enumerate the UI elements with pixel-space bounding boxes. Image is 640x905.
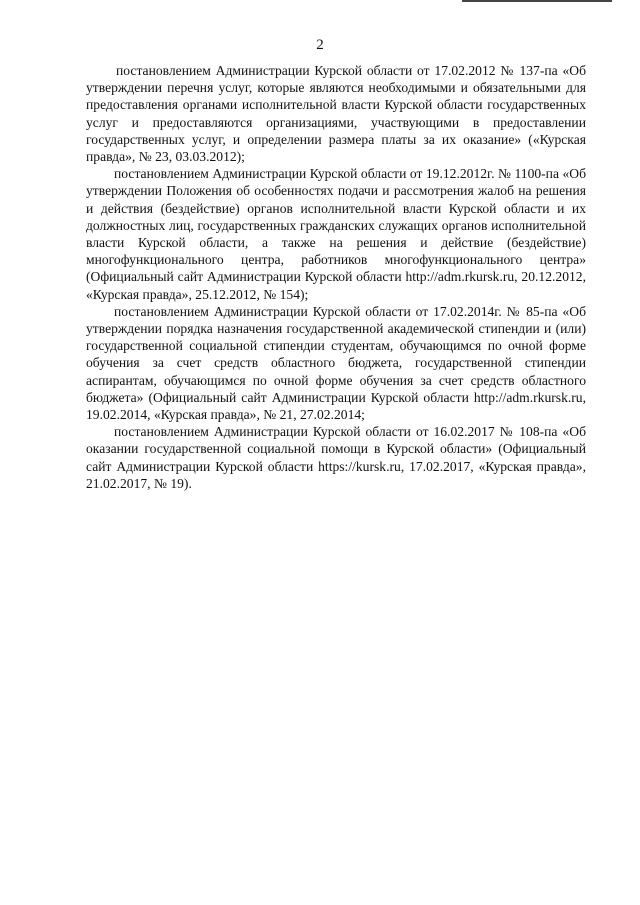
scan-edge-mark [462, 0, 612, 2]
paragraph-resolution-108: постановлением Администрации Курской области от 16.02.2017 № 108-па «Об оказании государственной социальной помощи в Курской области» (Официальный сайт Администрации Курской области https://kursk.ru, 17.02.2017, «Курская правда», 21.02.2017, № 19). [86, 424, 586, 491]
page-number: 2 [316, 37, 324, 53]
paragraph-resolution-85: постановлением Администрации Курской области от 17.02.2014г. № 85-па «Об утверждении порядка назначения государственной академической стипендии и (или) государственной социальной стипендии студентам, обучающимся по очной форме обучения за счет средств областного бюджета, государственной стипендии аспирантам, обучающимся по очной форме обучения за счет средств областного бюджета» (Официальный сайт Администрации Курской области http://adm.rkursk.ru, 19.02.2014, «Курская правда», № 21, 27.02.2014; [86, 303, 586, 423]
paragraph-resolution-1100: постановлением Администрации Курской области от 19.12.2012г. № 1100-па «Об утверждении Положения об особенностях подачи и рассмотрения жалоб на решения и действия (бездействие) органов исполнительной власти Курской области и их должностных лиц, государственных гражданских служащих органов исполнительной власти Курской области, а также на решения и действие (бездействие) многофункционального центра, работников многофункционального центра» (Официальный сайт Администрации Курской области http://adm.rkursk.ru, 20.12.2012, «Курская правда», 25.12.2012, № 154); [86, 166, 586, 302]
paragraph-resolution-137: постановлением Администрации Курской области от 17.02.2012 № 137-па «Об утверждении перечня услуг, которые являются необходимыми и обязательными для предоставления органами исполнительной власти Курской области государственных услуг и предоставляются организациями, участвующими в предоставлении государственных услуг, и определении размера платы за их оказание» («Курская правда», № 23, 03.03.2012); [86, 63, 586, 165]
document-body [86, 62, 586, 492]
